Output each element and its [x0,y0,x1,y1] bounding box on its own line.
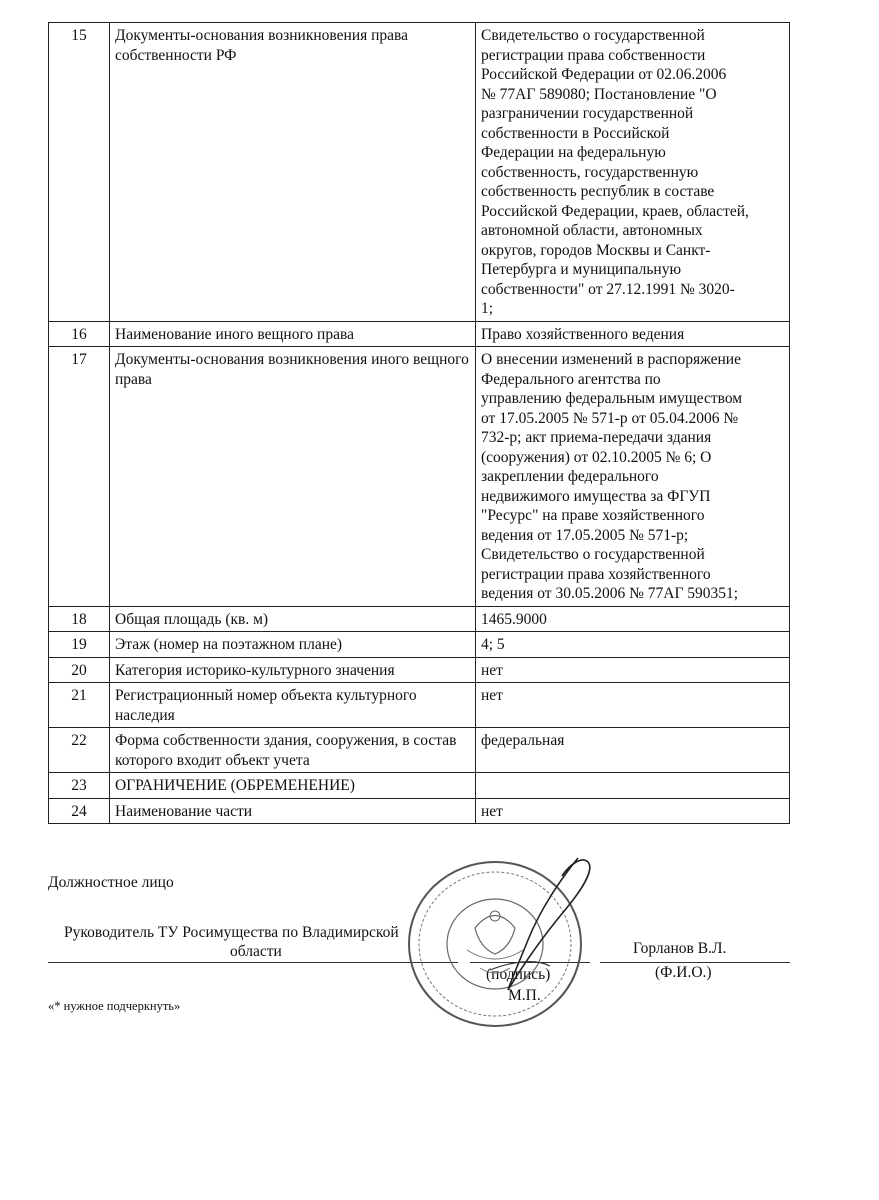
table-row [49,728,790,773]
official-label: Должностное лицо [48,874,174,891]
row-label: Форма собственности здания, сооружения, в состав которого входит объект учета [110,728,476,773]
row-number: 18 [49,606,110,632]
row-number: 19 [49,632,110,658]
row-label: Регистрационный номер объекта культурного наследия [110,683,476,728]
registry-table-body [49,23,790,824]
row-value: нет [476,798,790,824]
row-label: Документы-основания возникновения иного вещного права [110,347,476,607]
row-value: нет [476,657,790,683]
position-region: области [230,943,282,960]
row-value: 1465.9000 [476,606,790,632]
row-label: Наименование иного вещного права [110,321,476,347]
name-underline [600,962,790,963]
row-number: 21 [49,683,110,728]
row-value [476,773,790,799]
table-row [49,773,790,799]
row-number: 17 [49,347,110,607]
row-value: О внесении изменений в распоряжение Федерального агентства по управлению федеральным имуществом от 17.05.2005 № 571-р от 05.04.2006 № 732-р; акт приема-передачи здания (сооружения) от 02.10.2005 № 6; О закреплении федерального недвижимого имущества за ФГУП "Ресурс" на праве хозяйственного ведения от 17.05.2005 № 571-р; Свидетельство о государственной регистрации права хозяйственного ведения от 30.05.2006 № 77АГ 590351; [476,347,790,607]
row-number: 16 [49,321,110,347]
table-row [49,23,790,322]
row-value: федеральная [476,728,790,773]
row-label: Наименование части [110,798,476,824]
row-number: 15 [49,23,110,322]
row-number: 23 [49,773,110,799]
table-row [49,632,790,658]
row-value: Свидетельство о государственной регистрации права собственности Российской Федерации от 02.06.2006 № 77АГ 589080; Постановление "О разграничении государственной собственности в Российской Федерации на федеральную собственность, государственную собственность республик в составе Российской Федерации, краев, областей, автономной области, автономных округов, городов Москвы и Санкт- Петербурга и муниципальную собственности" от 27.12.1991 № 3020- 1; [476,23,790,322]
signature-caption: (подпись) [486,966,551,983]
row-label: Категория историко-культурного значения [110,657,476,683]
table-row [49,321,790,347]
table-row [49,683,790,728]
position-title: Руководитель ТУ Росимущества по Владимирской [64,924,399,941]
table-row [49,606,790,632]
table-row [49,657,790,683]
footnote: «* нужное подчеркнуть» [48,999,181,1013]
row-value: 4; 5 [476,632,790,658]
row-value: нет [476,683,790,728]
table-row [49,347,790,607]
table-row [49,798,790,824]
row-number: 20 [49,657,110,683]
row-number: 24 [49,798,110,824]
registry-table [48,22,790,824]
row-value: Право хозяйственного ведения [476,321,790,347]
handwritten-signature [450,850,610,1000]
row-label: Этаж (номер на поэтажном плане) [110,632,476,658]
row-label: Общая площадь (кв. м) [110,606,476,632]
position-underline [48,962,458,963]
seal-caption: М.П. [508,987,541,1004]
row-number: 22 [49,728,110,773]
row-label: ОГРАНИЧЕНИЕ (ОБРЕМЕНЕНИЕ) [110,773,476,799]
signer-name: Горланов В.Л. [633,940,727,957]
fio-caption: (Ф.И.О.) [655,964,712,981]
row-label: Документы-основания возникновения права собственности РФ [110,23,476,322]
